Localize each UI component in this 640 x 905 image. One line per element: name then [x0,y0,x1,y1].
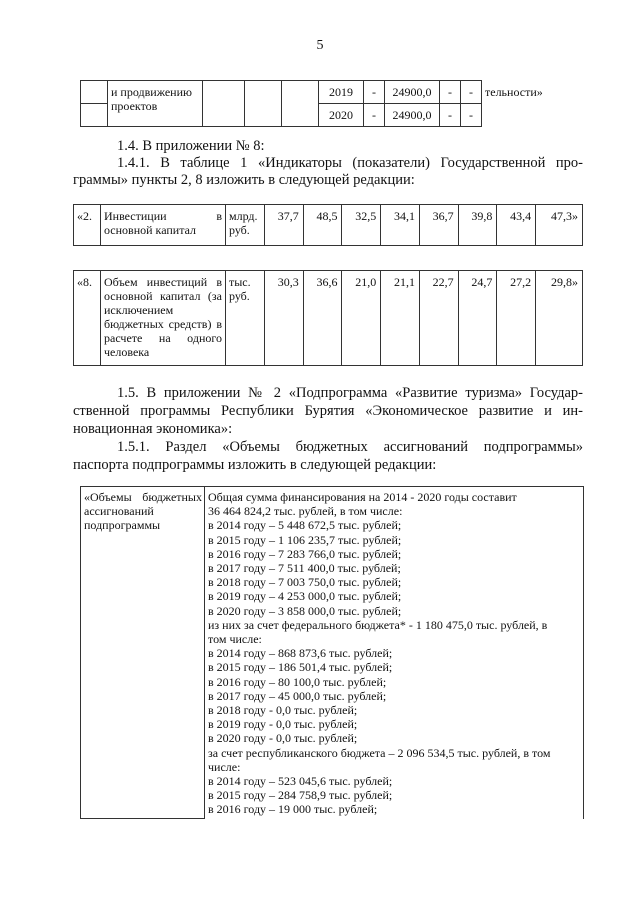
indicator-value: 29,8» [536,271,583,366]
indicator-value: 27,2 [497,271,536,366]
value-cell: 24900,0 [385,81,440,104]
budget-label: «Объемы бюджетных ассигнований подпрограммы [81,487,205,819]
indicator-value: 39,8 [458,205,497,246]
empty-cell [245,81,282,127]
indicator-table-row-8 [73,270,583,366]
budget-line: в 2020 году – 3 858 000,0 тыс. рублей; [208,603,402,618]
budget-line: за счет республиканского бюджета – 2 096 534,5 тыс. рублей, в том [208,745,551,760]
budget-line: в 2014 году – 523 045,6 тыс. рублей; [208,774,393,789]
table-row [74,205,583,246]
budget-line: в 2018 году – 7 003 750,0 тыс. рублей; [208,575,402,590]
indicator-value: 24,7 [458,271,497,366]
budget-line: в 2016 году – 7 283 766,0 тыс. рублей; [208,546,402,561]
paragraph-1-4-1-line2: граммы» пункты 2, 8 изложить в следующей редакции: [73,172,415,188]
indicator-value: 48,5 [303,205,342,246]
budget-line: в 2015 году – 284 758,9 тыс. рублей; [208,788,393,803]
paragraph-1-5-1-line2: паспорта подпрограммы изложить в следующей редакции: [73,457,437,473]
value-cell: - [461,81,482,104]
budget-line: в 2015 году – 186 501,4 тыс. рублей; [208,660,393,675]
budget-line: Общая сумма финансирования на 2014 - 2020 годы составит [208,490,517,504]
indicator-unit: тыс. руб. [226,271,265,366]
budget-line: в 2020 году - 0,0 тыс. рублей; [208,731,358,746]
indicator-value: 32,5 [342,205,381,246]
value-cell: - [364,81,385,104]
paragraph-1-5-1-line1: 1.5.1. Раздел «Объемы бюджетных ассигнований подпрограммы» [117,439,583,455]
indicator-value: 21,1 [381,271,420,366]
paragraph-1-5-line1: 1.5. В приложении № 2 «Подпрограмма «Развитие туризма» Государ- [117,385,583,401]
row-number: «8. [74,271,101,366]
budget-line: в 2019 году – 4 253 000,0 тыс. рублей; [208,589,402,604]
year-cell: 2019 [319,81,364,104]
empty-cell [282,81,319,127]
budget-line: в 2014 году – 868 873,6 тыс. рублей; [208,646,393,661]
empty-cell [81,104,108,127]
paragraph-1-5-line2: ственной программы Республики Бурятия «Экономическое развитие и ин- [73,403,583,419]
budget-text [205,487,584,819]
budget-line: числе: [208,759,241,774]
indicator-value: 36,7 [419,205,458,246]
budget-line: в 2017 году – 45 000,0 тыс. рублей; [208,688,387,703]
budget-line: в 2017 году – 7 511 400,0 тыс. рублей; [208,561,401,576]
indicator-value: 34,1 [381,205,420,246]
paragraph-1-4: 1.4. В приложении № 8: [117,138,265,154]
indicator-table-row-2 [73,204,583,246]
budget-line: из них за счет федерального бюджета* - 1 180 475,0 тыс. рублей, в [208,617,548,632]
budget-line: в 2019 году - 0,0 тыс. рублей; [208,717,358,732]
budget-line: в 2015 году – 1 106 235,7 тыс. рублей; [208,532,402,547]
value-cell: - [440,104,461,127]
indicator-value: 37,7 [265,205,304,246]
page-number: 5 [316,38,324,53]
budget-line: в 2018 году - 0,0 тыс. рублей; [208,703,358,718]
table-top-label: и продвижению проектов [108,81,203,127]
table-row [81,487,584,819]
value-cell: 24900,0 [385,104,440,127]
side-text: тельности» [482,81,562,127]
row-number: «2. [74,205,101,246]
budget-line: в 2014 году – 5 448 672,5 тыс. рублей; [208,518,402,533]
budget-line: том числе: [208,632,262,647]
value-cell: - [440,81,461,104]
indicator-value: 43,4 [497,205,536,246]
indicator-name: Объем инвестиций в основной капитал (за исключением бюджетных средств) в расчете на одного человека [101,271,226,366]
table-top-fragment [80,80,561,127]
indicator-value: 22,7 [419,271,458,366]
indicator-unit: млрд. руб. [226,205,265,246]
empty-cell [81,81,108,104]
value-cell: - [364,104,385,127]
value-cell: - [461,104,482,127]
indicator-value: 36,6 [303,271,342,366]
budget-line: 36 464 824,2 тыс. рублей, в том числе: [208,504,403,519]
budget-line: в 2016 году – 19 000 тыс. рублей; [208,802,378,817]
indicator-value: 21,0 [342,271,381,366]
paragraph-1-5-line3: новационная экономика»: [73,421,233,437]
table-row [74,271,583,366]
budget-line: в 2016 году – 80 100,0 тыс. рублей; [208,674,387,689]
budget-table [80,486,584,819]
empty-cell [203,81,245,127]
indicator-value: 30,3 [265,271,304,366]
paragraph-1-4-1-line1: 1.4.1. В таблице 1 «Индикаторы (показатели) Государственной про- [117,155,583,171]
year-cell: 2020 [319,104,364,127]
indicator-name: Инвестиции в основной капитал [101,205,226,246]
indicator-value: 47,3» [536,205,583,246]
table-row [81,81,562,104]
